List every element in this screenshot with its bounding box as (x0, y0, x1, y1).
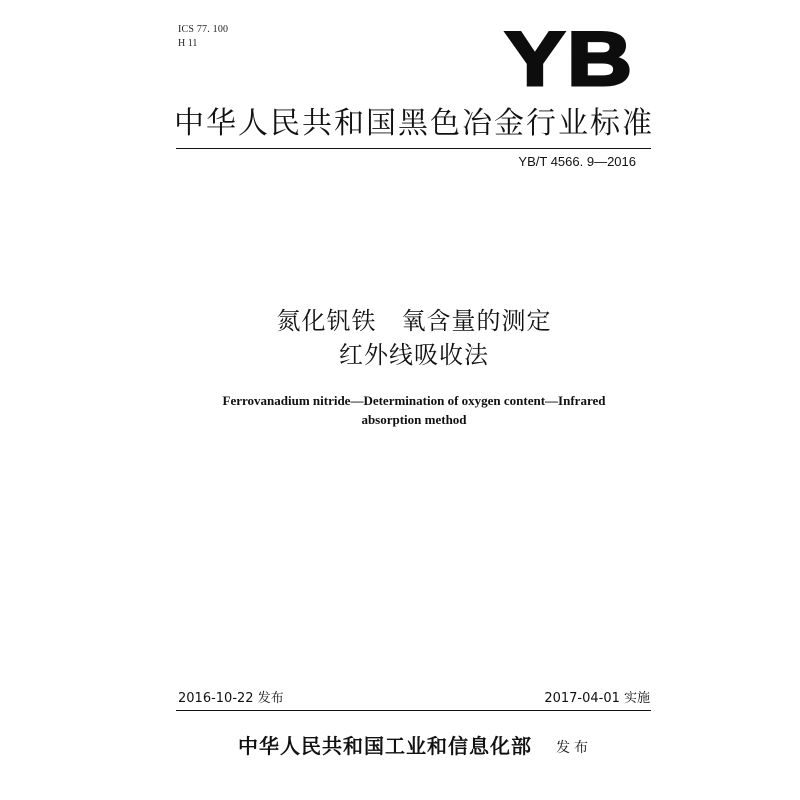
footer-divider (176, 710, 651, 711)
yb-logo: YB (505, 17, 635, 102)
ics-code: ICS 77. 100 (178, 24, 229, 35)
title-english-line-2: absorption method (361, 412, 467, 427)
header-divider (176, 148, 651, 149)
title-english-line-1: Ferrovanadium nitride—Determination of oxygen content—Infrared (222, 393, 606, 408)
classification-code: H 11 (178, 38, 198, 49)
title-chinese-line-1: 氮化钒铁 氧含量的测定 (276, 307, 552, 335)
implementation-date: 2017-04-01 实施 (544, 691, 650, 706)
title-chinese-line-2: 红外线吸收法 (339, 341, 489, 369)
standard-category: 中华人民共和国黑色冶金行业标准 (174, 106, 654, 141)
standard-number: YB/T 4566. 9—2016 (518, 154, 636, 169)
publisher-name: 中华人民共和国工业和信息化部 (238, 734, 532, 758)
publish-label: 发布 (556, 740, 592, 756)
issue-date: 2016-10-22 发布 (178, 691, 284, 706)
